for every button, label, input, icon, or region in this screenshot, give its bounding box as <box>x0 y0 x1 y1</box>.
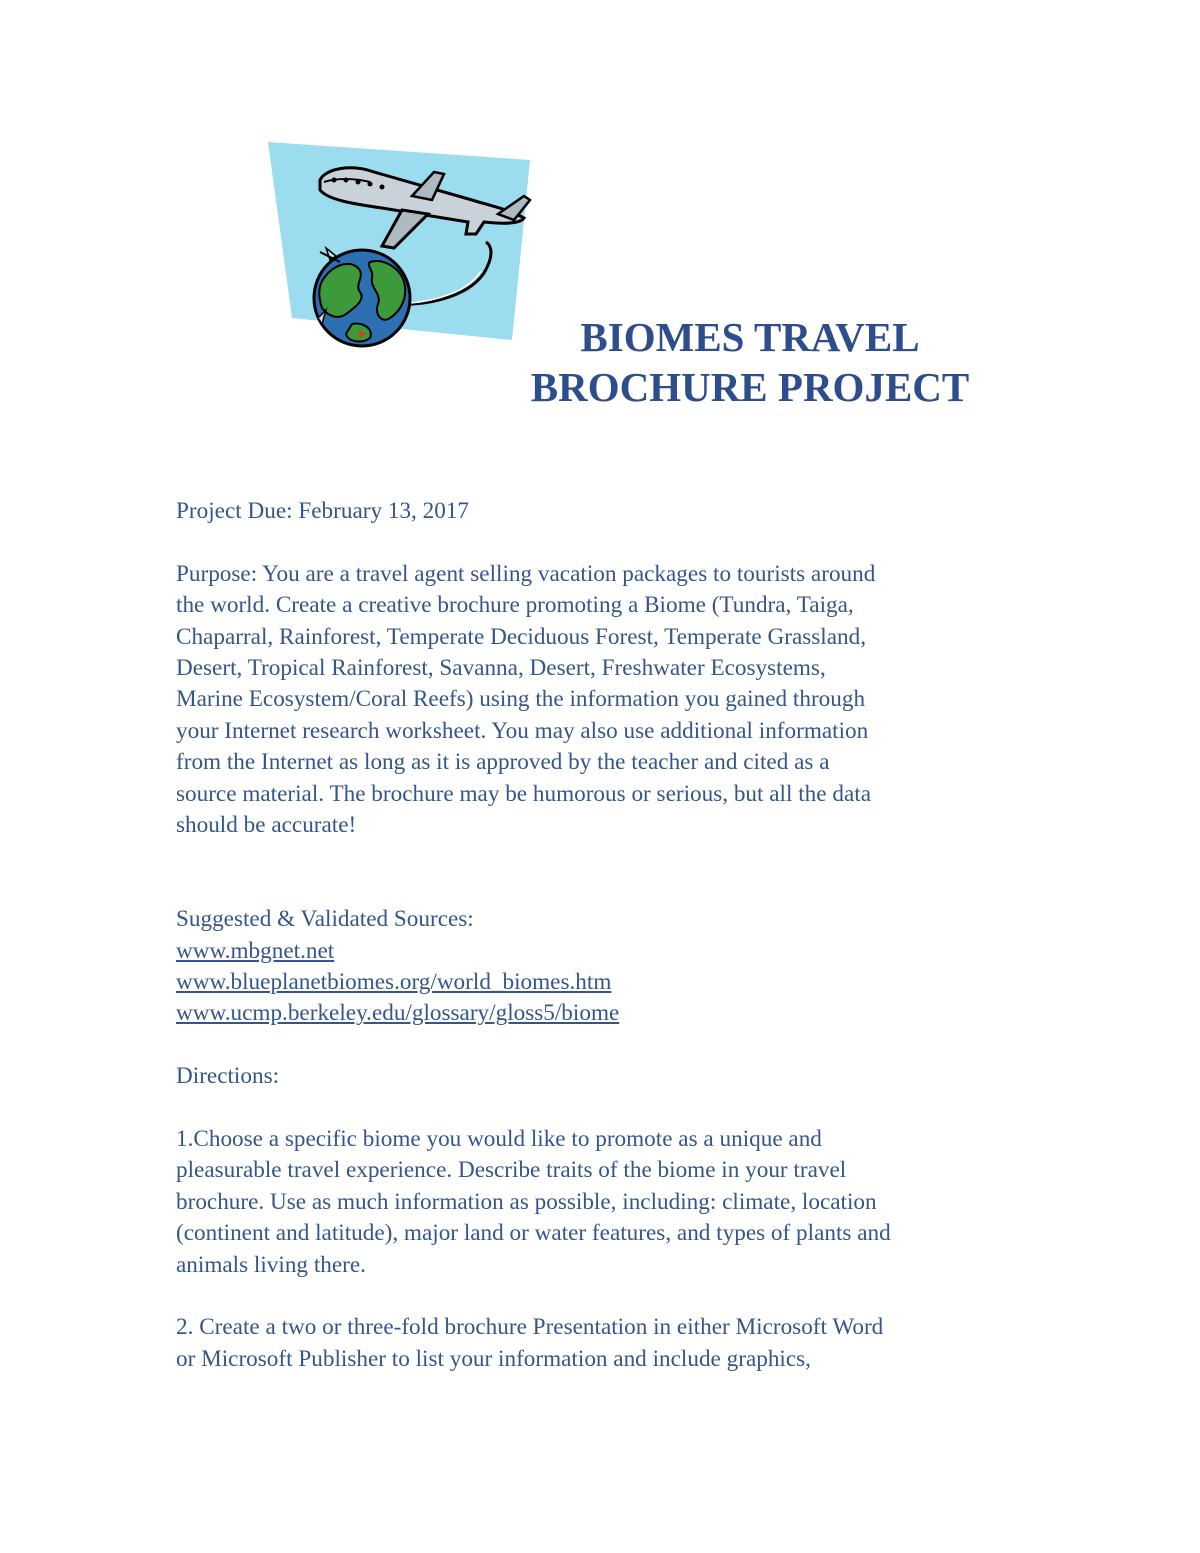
source-link-ucmp-berkeley[interactable]: www.ucmp.berkeley.edu/glossary/gloss5/biome <box>176 1000 620 1027</box>
text-line: Purpose: You are a travel agent selling vacation packages to tourists around <box>176 560 876 587</box>
text-line: animals living there. <box>176 1251 366 1278</box>
due-date: Project Due: February 13, 2017 <box>176 498 470 524</box>
text-line: your Internet research worksheet. You may also use additional information <box>176 717 869 744</box>
directions-heading: Directions: <box>176 1063 280 1090</box>
text-line: (continent and latitude), major land or water features, and types of plants and <box>176 1220 891 1247</box>
text-line: Marine Ecosystem/Coral Reefs) using the information you gained through <box>176 686 866 713</box>
sources-heading: Suggested & Validated Sources: <box>176 906 474 933</box>
sources-list <box>176 936 1056 1030</box>
text-line: should be accurate! <box>176 812 357 839</box>
text-line: source material. The brochure may be humorous or serious, but all the data <box>176 780 871 807</box>
text-line: 2. Create a two or three-fold brochure Presentation in either Microsoft Word <box>176 1314 884 1341</box>
page-title <box>470 312 1030 412</box>
text-line: 1.Choose a specific biome you would like to promote as a unique and <box>176 1126 822 1153</box>
text-line: pleasurable travel experience. Describe traits of the biome in your travel <box>176 1157 847 1184</box>
title-line: BROCHURE PROJECT <box>530 364 970 410</box>
document-body <box>176 496 1056 1375</box>
purpose-paragraph <box>176 559 1056 842</box>
text-line: the world. Create a creative brochure promoting a Biome (Tundra, Taiga, <box>176 592 854 619</box>
text-line: Desert, Tropical Rainforest, Savanna, Desert, Freshwater Ecosystems, <box>176 655 826 682</box>
text-line: from the Internet as long as it is approved by the teacher and cited as a <box>176 749 830 776</box>
text-line: Chaparral, Rainforest, Temperate Deciduous Forest, Temperate Grassland, <box>176 623 867 650</box>
source-link-mbgnet[interactable]: www.mbgnet.net <box>176 937 335 964</box>
text-line: or Microsoft Publisher to list your information and include graphics, <box>176 1345 811 1372</box>
direction-step-2 <box>176 1312 1056 1375</box>
direction-step-1 <box>176 1124 1056 1281</box>
title-line: BIOMES TRAVEL <box>580 314 920 360</box>
text-line: brochure. Use as much information as possible, including: climate, location <box>176 1188 877 1215</box>
source-link-blueplanetbiomes[interactable]: www.blueplanetbiomes.org/world_biomes.htm <box>176 969 612 996</box>
